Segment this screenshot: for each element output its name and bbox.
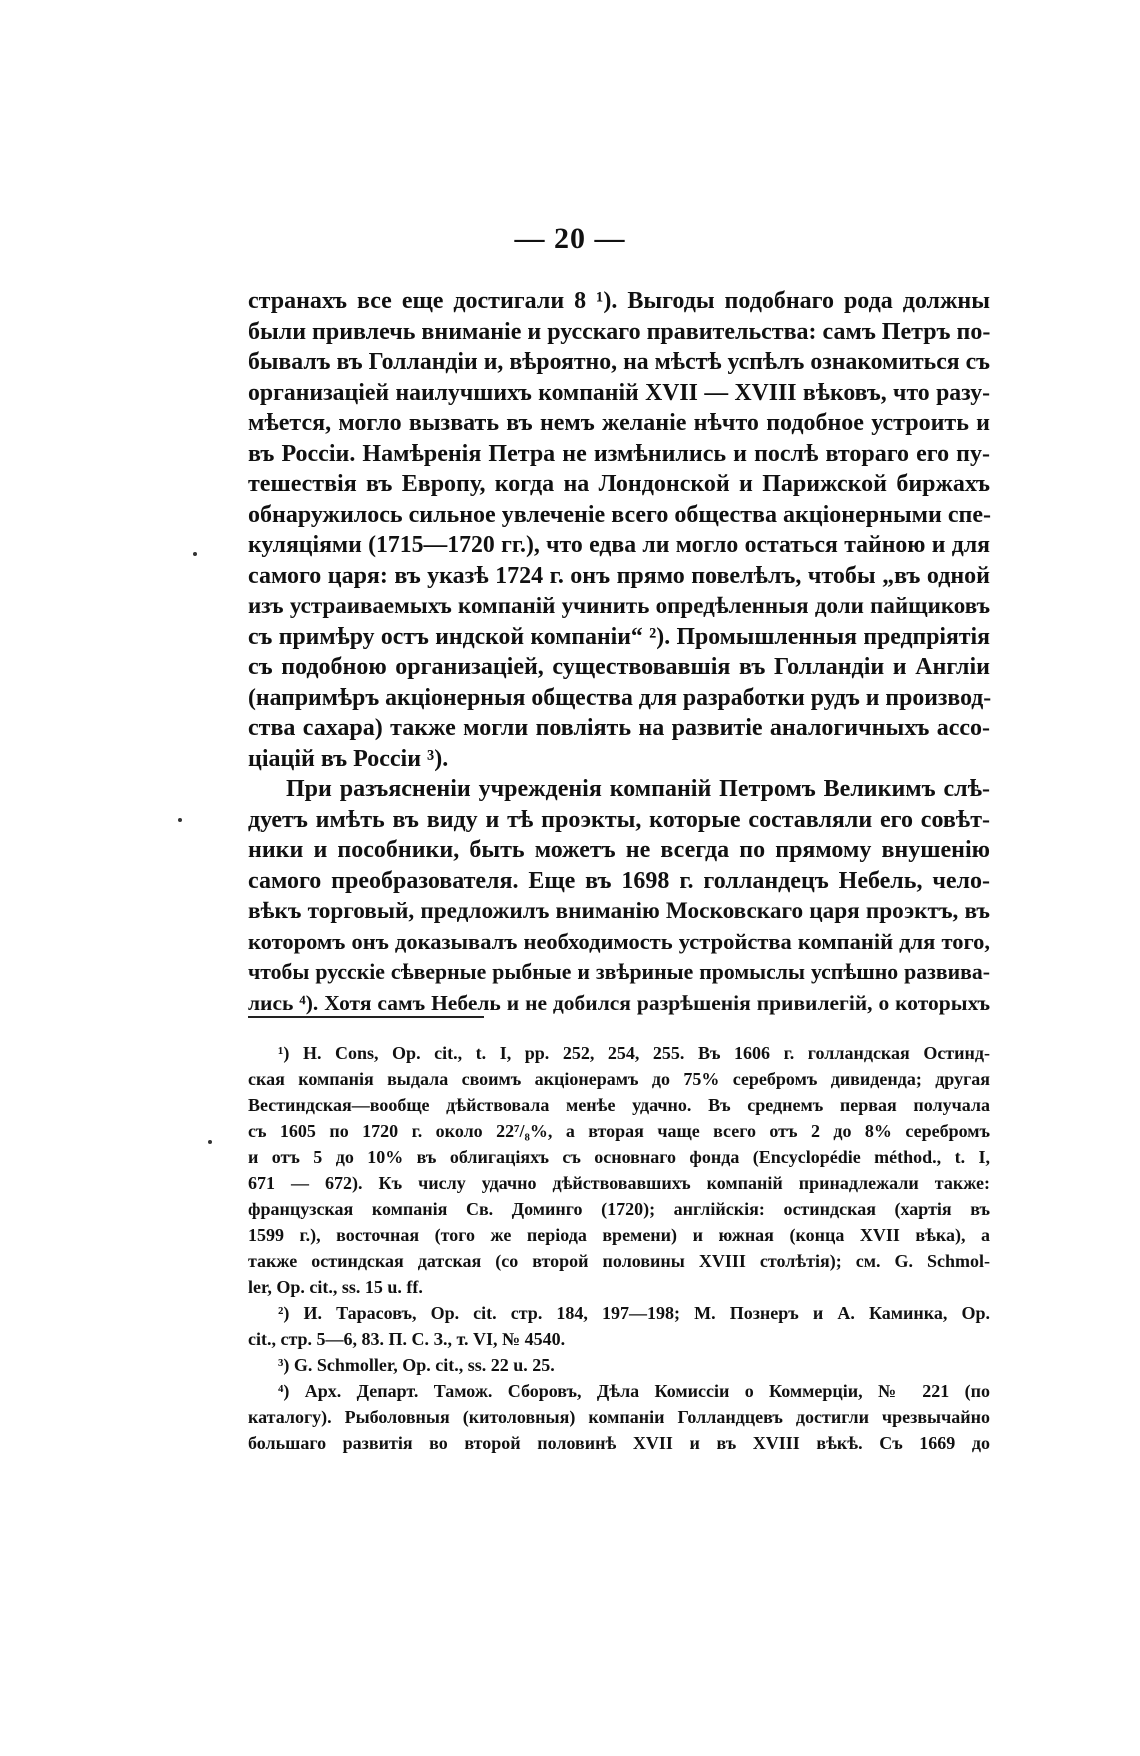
footnote-line: 1599 г.), восточная (того же періода времени) и южная (конца XVII вѣка), а (248, 1225, 990, 1245)
text-line: тешествія въ Европу, когда на Лондонской и Парижской биржахъ (248, 471, 990, 497)
footnote-line: ¹) H. Cons, Op. cit., t. I, pp. 252, 254, 255. Въ 1606 г. голландская Остинд- (278, 1043, 990, 1063)
text-line: ники и пособники, быть можетъ не всегда по прямому внушенію (248, 837, 990, 863)
footnote-line: ler, Op. cit., ss. 15 u. ff. (248, 1277, 423, 1297)
footnote-line: ²) И. Тарасовъ, Op. cit. стр. 184, 197—198; М. Познеръ и А. Каминка, Op. (278, 1303, 990, 1323)
text-line: ціацій въ Россіи ³). (248, 745, 449, 772)
footnote-line: ⁴) Арх. Департ. Тамож. Сборовъ, Дѣла Комиссіи о Коммерціи, № 221 (по (278, 1381, 990, 1401)
text-line: изъ устраиваемыхъ компаній учинить опредѣленныя доли пайщиковъ (248, 593, 990, 618)
text-line: дуетъ имѣть въ виду и тѣ проэкты, которые составляли его совѣт- (248, 806, 990, 833)
text-line: въ Россіи. Намѣренія Петра не измѣнились и послѣ втораго его пу- (248, 440, 990, 467)
text-line: обнаружилось сильное увлеченіе всего общества акціонерными спе- (248, 501, 991, 528)
text-line: самого царя: въ указѣ 1724 г. онъ прямо повелѣлъ, чтобы „въ одной (248, 562, 990, 589)
scan-speck (178, 818, 182, 822)
footnote-line: съ 1605 по 1720 г. около 22⁷/₈%, а вторая чаще всего отъ 2 до 8% серебромъ (248, 1121, 990, 1141)
text-line: были привлечь вниманіе и русскаго правительства: самъ Петръ по- (248, 318, 991, 345)
footnote-line: ³) G. Schmoller, Op. cit., ss. 22 u. 25. (278, 1355, 555, 1375)
footnote-line: 671 — 672). Къ числу удачно дѣйствовавшихъ компаній принадлежали также: (248, 1173, 990, 1193)
footnote-line: ская компанія выдала своимъ акціонерамъ до 75% серебромъ дивиденда; другая (248, 1069, 990, 1089)
text-line: лись ⁴). Хотя самъ Небель и не добился разрѣшенія привилегій, о которыхъ (248, 990, 990, 1015)
text-line: (напримѣръ акціонерныя общества для разработки рудъ и производ- (248, 684, 992, 711)
text-line: которомъ онъ доказывалъ необходимость устройства компаній для того, (248, 928, 990, 954)
footnote-line: каталогу). Рыболовныя (китоловныя) компаніи Голландцевъ достигли чрезвычайно (248, 1407, 990, 1427)
text-line: странахъ все еще достигали 8 ¹). Выгоды подобнаго рода должны (248, 288, 990, 314)
footnote-divider (248, 1016, 484, 1018)
footnote-line: и отъ 5 до 10% въ облигаціяхъ съ основнаго фонда (Encyclopédie méthod., t. I, (248, 1147, 990, 1167)
text-line: самого преобразователя. Еще въ 1698 г. голландецъ Небель, чело- (248, 867, 990, 894)
footnote-line: французская компанія Св. Доминго (1720); англійскія: остиндская (хартія въ (248, 1199, 990, 1219)
text-line: куляціями (1715—1720 гг.), что едва ли могло остаться тайною и для (248, 532, 990, 558)
footnote-line: также остиндская датская (со второй половины XVIII столѣтія); см. G. Schmol- (248, 1251, 990, 1271)
scan-speck (208, 1140, 212, 1144)
footnotes (248, 1040, 990, 1456)
text-line: съ примѣру остъ индской компаніи“ ²). Промышленныя предпріятія (248, 623, 990, 650)
page-number: — 20 — (514, 222, 626, 255)
text-line: организаціей наилучшихъ компаній XVII — XVIII вѣковъ, что разу- (248, 379, 990, 406)
text-line: чтобы русскіе сѣверные рыбные и звѣриные промыслы успѣшно развива- (248, 960, 990, 984)
scan-speck (193, 552, 197, 556)
text-line: вѣкъ торговый, предложилъ вниманію Московскаго царя проэктъ, въ (248, 898, 990, 924)
footnote-line: Вестиндская—вообще дѣйствовала менѣе удачно. Въ среднемъ первая получала (248, 1095, 990, 1115)
text-line: съ подобною организаціей, существовавшія въ Голландіи и Англіи (248, 654, 990, 680)
text-line: При разъясненіи учрежденія компаній Петромъ Великимъ слѣ- (286, 776, 990, 802)
text-line: ства сахара) также могли повліять на развитіе аналогичныхъ ассо- (248, 715, 990, 741)
footnote-line: большаго развитія во второй половинѣ XVII и въ XVIII вѣкѣ. Съ 1669 до (248, 1433, 990, 1453)
footnote-line: cit., стр. 5—6, 83. П. С. З., т. VI, № 4540. (248, 1329, 566, 1349)
text-line: бывалъ въ Голландіи и, вѣроятно, на мѣстѣ успѣлъ ознакомиться съ (248, 349, 990, 375)
text-line: мѣется, могло вызвать въ немъ желаніе нѣчто подобное устроить и (248, 410, 990, 436)
main-text (248, 286, 990, 1018)
